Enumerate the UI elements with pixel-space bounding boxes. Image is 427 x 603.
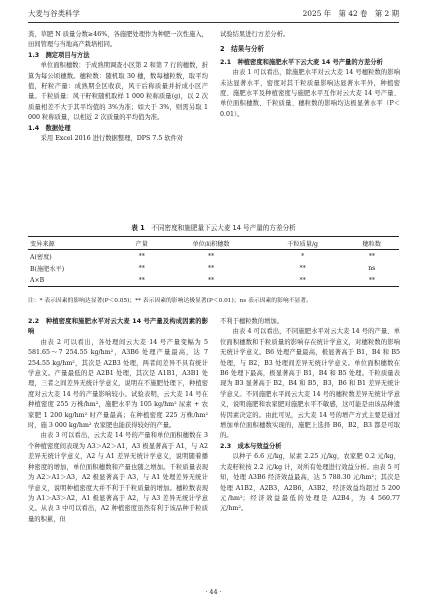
table-cell: **: [161, 274, 260, 287]
column-header: 产量: [122, 237, 161, 250]
paragraph: 试验结果进行方差分析。: [220, 31, 290, 38]
running-header: [28, 8, 399, 22]
page-number: · 44 ·: [205, 588, 222, 596]
section-heading-2-1: 2.1 种植密度和施肥水平下云大麦 14 号产量的方差分析: [220, 58, 383, 66]
paragraph: 由表 1 可以看出，除施肥水平对云大麦 14 号穗粒数的影响未达显著水平，密度对其千粒质量影响达显著水平外，种植密度、施肥水平及种植密度与施肥水平互作对云大麦 14 号产量、单位面积穗数、千粒质量、穗粒数的影响均达极显著水平（P＜0.01）。: [220, 69, 400, 118]
table-cell: **: [207, 252, 215, 260]
table-cell: A(密度): [30, 253, 52, 261]
column-header: 变异来源: [28, 237, 122, 250]
table-row: [28, 250, 399, 263]
right-column-top: [220, 30, 400, 120]
table-row: [28, 274, 399, 287]
right-column-bottom: [220, 317, 400, 515]
table-cell: ns: [368, 264, 376, 272]
issue-info: 2025 年 第 42 卷 第 2 期: [302, 9, 399, 18]
table-cell: **: [345, 274, 399, 287]
paragraph: 由表 3 可以看出，云大麦 14 号的产量和单位面积穗数在 3 个种植密度间表现为 A3＞A2＞A1，A3 极显著高于 A1，与 A2 差异无统计学意义，A2 与 A1 差异无统计学意义，说明随着播种密度的增加，单位面积穗数和产量也随之增加。千粒质量表现为 A2＞A1＞A3，A2 极显著高于 A3，与 A1 处理差异无统计学意义，说明种植密度大并不利于千粒质量的增加。穗粒数表现为 A1＞A3＞A2，A1 极显著高于 A2，与 A3 差异无统计学意义。从表 3 中可以看出，A2 种植密度虽然有利于该品种千粒质量的积累，但: [28, 432, 208, 523]
table-label: 表 1: [131, 224, 145, 232]
column-header: 穗粒数: [345, 237, 399, 250]
table-row: [28, 262, 399, 274]
paragraph: 由表 4 可以看出，不同施肥水平对云大麦 14 号的产量、单位面积穗数和千粒质量的影响存在统计学意义，对穗粒数的影响无统计学意义。B6 处理产量最高，极显著高于 B1，B4 和 B5 处理，与 B2，B3 处理间差异无统计学意义。单位面积穗数在 B6 处理下最高，极显著高于 B1，B4 和 B5 处理。千粒质量表现为 B3 显著高于 B2，B4 和 B5，B3，B6 和 B1 差异无统计学意义。不同施肥水平间云大麦 14 号的穗粒数差异无统计学意义，说明施肥和农家肥对施肥水平不敏感，这可能是由该品种遗传因素决定的。由此可见，云大麦 14 号的增产方式主要是通过增加单位面积穗数实现的，施肥上选择 B6，B2，B3 都是可取的。: [220, 328, 400, 440]
left-column-bottom: [28, 317, 208, 525]
paragraph: 不利于穗粒数的增加。: [220, 318, 283, 325]
paragraph: 粪，草肥 N 质量分数≥46%，各施肥处理作为种肥一次性施入，田间管理与当地高产栽培相同。: [28, 31, 208, 49]
paragraph: 以种子 6.6 元/kg，尿素 2.25 元/kg，农家肥 0.2 元/kg，大麦籽粒按 2.2 元/kg 计，对所有处理进行效益分析。由表 5 可知，处理 A3B6 经济效益最高，达 5 788.30 元/hm²；其次是处理 A1B2，A2B3，A2B6，A3B2，经济效益均超过 5 200 元/hm²；经济效益最低的处理是 A2B4，为 4 560.77 元/hm²。: [220, 453, 400, 513]
section-heading-1-3: 1.3 测定项目与方法: [28, 51, 90, 59]
table-cell: **: [368, 252, 375, 260]
table-cell: B(施肥水平): [30, 265, 65, 273]
header-rule: [28, 22, 399, 23]
left-column-top: [28, 30, 208, 144]
table-note: 注：* 表示因素的影响达显著(P＜0.05)；** 表示因素的影响达极显著(P＜0.01)；ns 表示因素的影响不显著。: [28, 298, 312, 304]
column-header: 千粒质量/g: [261, 237, 345, 250]
table-cell: **: [122, 274, 161, 287]
table-cell: **: [138, 264, 145, 272]
column-header: 单位面积穗数: [161, 237, 260, 250]
section-heading-1-4: 1.4 数据处理: [28, 124, 71, 132]
paragraph: 单位面积穗数：于成熟期调查小区第 2 和第 7 行的穗数，折算为每公顷穗数。穗粒数：随机取 30 穗，数每穗粒数，取平均值，籽粒产量：成熟期全区收获，风干后称质量并折成小区产量。千粒质量：风干籽粒随机取样 1 000 粒称质量(g)，以 2 次质量相差不大于其平均值的 3%为准；如大于 3%，则需另取 1 000 粒称质量，以相近 2 次质量的平均值为准。: [28, 62, 208, 122]
table-title: 不同密度和施肥量下云大麦 14 号产量的方差分析: [151, 224, 296, 232]
section-heading-2-3: 2.3 成本与效益分析: [220, 442, 282, 450]
table-caption: [28, 222, 399, 232]
paragraph: 由表 2 可以看出，各处理间云大麦 14 号产量变幅为 5 581.65～7 254.55 kg/hm²，A3B6 处理产量最高，达 7 254.55 kg/hm²，其次是 A2B3 处理，两者间差异不具有统计学意义。产量最低的是 A2B1 处理，其次是 A1B1，A3B1 处理，三者之间差异无统计学意义，说明在不施肥处理下，种植密度对云大麦 14 号的产量影响较小。试验表明，云大麦 14 号在种植密度 255 万株/hm²，施肥水平为 105 kg/hm² 尿素 + 农家肥 1 200 kg/hm² 时产量最高；在种植密度 225 万株/hm² 时，施 3 000 kg/hm² 农家肥也能获得较好的产量。: [28, 338, 208, 430]
section-heading-2-2: 2.2 种植密度和施肥水平对云大麦 14 号产量及构成因素的影响: [28, 318, 208, 336]
table-cell: A×B: [28, 274, 122, 287]
table-cell: **: [299, 264, 306, 272]
table-cell: **: [207, 264, 215, 272]
table-cell: *: [301, 252, 305, 260]
table-cell: **: [138, 252, 145, 260]
table-header-row: [28, 237, 399, 250]
table-cell: **: [261, 274, 345, 287]
section-heading-2: 2 结果与分析: [220, 45, 265, 54]
journal-name: 大麦与谷类科学: [28, 9, 80, 18]
paragraph: 采用 Excel 2016 进行数据整理，DPS 7.5 软件对: [40, 135, 184, 143]
anova-table: [28, 236, 399, 287]
